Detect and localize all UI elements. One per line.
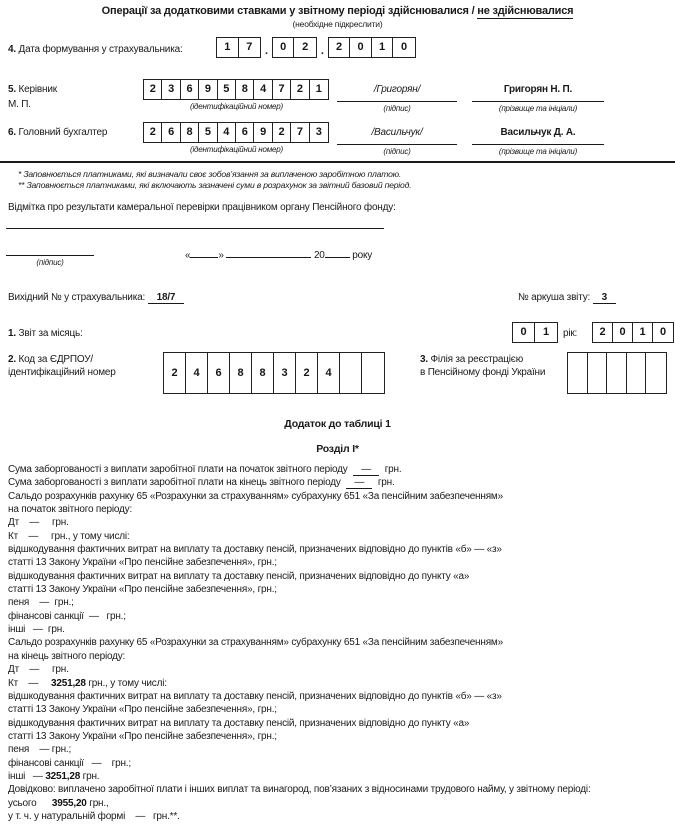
body-line xyxy=(8,797,672,810)
edrpou-label-line1 xyxy=(8,354,93,365)
director-label xyxy=(8,84,57,95)
accountant-name: Васильчук Д. А. xyxy=(472,127,604,145)
desk-check-label: Відмітка про результати камеральної перевірки працівником органу Пенсійного фонду: xyxy=(8,202,396,213)
body-line xyxy=(8,743,672,756)
body-line xyxy=(8,556,672,569)
digit-cell[interactable]: 1 xyxy=(217,38,239,57)
field-label: Код за ЄДРПОУ/ xyxy=(15,354,93,365)
year-suffix: року xyxy=(349,250,373,261)
body-line xyxy=(8,757,672,770)
body-text: відшкодування фактичних витрат на виплату та доставку пенсій, призначених відповідно до пункту «а» xyxy=(8,717,470,729)
digit-cell[interactable]: 6 xyxy=(181,80,199,99)
digit-cell[interactable] xyxy=(362,353,384,393)
title-underlined-choice: не здійснювалися xyxy=(477,5,574,17)
digit-cell[interactable]: 8 xyxy=(230,353,252,393)
footnote-2: ** Заповнюється платниками, які включають зазначені суми в розрахунок за звітний базовий період. xyxy=(18,180,412,190)
field-label: Звіт за місяць: xyxy=(15,328,83,339)
field-number: 2. xyxy=(8,354,16,365)
digit-cell[interactable]: 2 xyxy=(164,353,186,393)
name-caption: (прізвище та ініціали) xyxy=(498,147,578,156)
digit-cell[interactable]: 1 xyxy=(372,38,394,57)
body-line xyxy=(8,610,672,623)
digit-cell[interactable]: 4 xyxy=(218,123,236,142)
sheet-number xyxy=(518,292,616,303)
branch-boxes xyxy=(567,352,667,394)
digit-cell[interactable]: 7 xyxy=(291,123,309,142)
body-text: Сума заборгованості з виплати заробітної плати на кінець звітного періоду xyxy=(8,477,344,489)
field-label: Дата формування у страхувальника: xyxy=(15,44,183,55)
body-line xyxy=(8,530,672,543)
body-text: усього xyxy=(8,797,52,809)
digit-cell[interactable]: 0 xyxy=(350,38,372,57)
body-line xyxy=(8,770,672,783)
body-line xyxy=(8,677,672,690)
body-text: Кт — xyxy=(8,677,52,689)
signature-caption: (підпис) xyxy=(383,147,411,156)
digit-cell[interactable]: 2 xyxy=(273,123,291,142)
date-forming-label xyxy=(8,44,183,55)
body-line xyxy=(8,783,672,796)
digit-cell[interactable]: 9 xyxy=(199,80,217,99)
quote-open: « xyxy=(185,250,191,261)
id-number-caption: (ідентифікаційний номер) xyxy=(190,102,283,111)
digit-cell[interactable]: 6 xyxy=(236,123,254,142)
digit-cell[interactable]: 0 xyxy=(660,326,666,338)
quote-close: » xyxy=(218,250,224,261)
digit-cell[interactable]: 3 xyxy=(162,80,180,99)
appendix-title: Додаток до таблиці 1 xyxy=(284,418,391,430)
digit-cell[interactable]: 5 xyxy=(199,123,217,142)
desk-check-blank-line[interactable] xyxy=(6,222,384,229)
body-text: у т. ч. у натуральній формі — грн.**. xyxy=(8,810,180,822)
body-text: статті 13 Закону України «Про пенсійне забезпечення», грн.; xyxy=(8,730,277,742)
inspector-signature-blank[interactable] xyxy=(6,249,94,256)
body-text: грн. xyxy=(382,464,402,475)
field-number: 5. xyxy=(8,84,16,95)
digit-cell[interactable]: 8 xyxy=(181,123,199,142)
field-label: Головний бухгалтер xyxy=(15,127,108,138)
title-note: (необхідне підкреслити) xyxy=(292,19,383,29)
body-text: інші — xyxy=(8,770,46,782)
sheet-label: № аркуша звіту: xyxy=(518,292,593,303)
digit-cell[interactable] xyxy=(607,353,627,393)
day-blank[interactable] xyxy=(190,246,218,258)
title-text: Операції за додатковими ставками у звітному періоді здійснювалися / xyxy=(101,5,478,17)
digit-cell[interactable] xyxy=(340,353,362,393)
body-text: грн., xyxy=(86,797,109,809)
body-text: на кінець звітного періоду: xyxy=(8,650,126,662)
body-text: грн., у тому числі: xyxy=(85,677,167,689)
digit-cell[interactable]: 6 xyxy=(208,353,230,393)
body-text: на початок звітного періоду: xyxy=(8,504,133,516)
body-line xyxy=(8,583,672,596)
digit-cell[interactable]: 2 xyxy=(144,123,162,142)
edrpou-boxes xyxy=(163,352,385,394)
body-text: Сальдо розрахунків рахунку 65 «Розрахунки за страхуванням» субрахунку 651 «За пенсійним забезпеченням» xyxy=(8,637,503,649)
body-line xyxy=(8,503,672,516)
desk-check-date xyxy=(185,246,372,261)
body-line xyxy=(8,570,672,583)
dash-blank[interactable]: — xyxy=(346,477,372,489)
footnote-1: * Заповнюється платниками, які визначали своє зобов’язання за виплаченою заробітною платою. xyxy=(18,169,402,179)
edrpou-label-line2: ідентифікаційний номер xyxy=(8,367,116,378)
body-text: Сума заборгованості з виплати заробітної плати на початок звітного періоду xyxy=(8,464,351,475)
body-line xyxy=(8,690,672,703)
sheet-value[interactable]: 3 xyxy=(593,292,616,304)
digit-cell[interactable]: 1 xyxy=(633,323,653,342)
body-line xyxy=(8,463,672,476)
body-text: статті 13 Закону України «Про пенсійне забезпечення», грн.; xyxy=(8,557,277,569)
body-text: Дт — грн. xyxy=(8,664,69,676)
branch-label-line2: в Пенсійному фонді України xyxy=(420,367,546,378)
signature-caption: (підпис) xyxy=(383,104,411,113)
body-line xyxy=(8,623,672,636)
id-number-caption: (ідентифікаційний номер) xyxy=(190,145,283,154)
digit-cell[interactable]: 3 xyxy=(274,353,296,393)
form-title xyxy=(0,5,675,17)
digit-cell[interactable]: 5 xyxy=(218,80,236,99)
digit-cell[interactable]: 3 xyxy=(315,126,322,138)
report-year-boxes xyxy=(592,322,674,343)
digit-cell[interactable] xyxy=(568,353,588,393)
amount-value: 3251,28 xyxy=(45,770,81,782)
body-text: пеня — грн.; xyxy=(8,744,72,756)
body-line xyxy=(8,703,672,716)
director-id-boxes xyxy=(143,79,329,100)
digit-cell[interactable] xyxy=(627,353,647,393)
signature-caption: (підпис) xyxy=(36,258,64,267)
director-signature[interactable]: /Григорян/ xyxy=(337,84,457,102)
month-boxes xyxy=(272,37,317,58)
report-month-boxes xyxy=(512,322,558,343)
digit-cell[interactable]: 9 xyxy=(254,123,272,142)
dash-blank[interactable]: — xyxy=(353,464,379,476)
month-blank[interactable] xyxy=(226,246,311,258)
body-line xyxy=(8,717,672,730)
body-line xyxy=(8,596,672,609)
field-number: 1. xyxy=(8,328,16,339)
digit-cell[interactable] xyxy=(588,353,608,393)
body-text: статті 13 Закону України «Про пенсійне забезпечення», грн.; xyxy=(8,584,277,596)
stamp-label: М. П. xyxy=(8,99,31,110)
outgoing-number xyxy=(8,292,184,303)
year-boxes xyxy=(328,37,416,58)
digit-cell[interactable]: 4 xyxy=(186,353,208,393)
digit-cell[interactable]: 2 xyxy=(291,80,309,99)
year-blank[interactable] xyxy=(325,246,350,258)
accountant-label xyxy=(8,127,107,138)
field-number: 6. xyxy=(8,127,16,138)
field-number: 4. xyxy=(8,44,16,55)
field-label: Філія за реєстрацією xyxy=(427,354,524,365)
body-line xyxy=(8,810,672,823)
digit-cell[interactable]: 2 xyxy=(296,353,318,393)
date-dot: . xyxy=(265,45,268,57)
accountant-id-boxes xyxy=(143,122,329,143)
body-text: відшкодування фактичних витрат на виплату та доставку пенсій, призначених відповідно до пункту «а» xyxy=(8,570,470,582)
digit-cell[interactable] xyxy=(646,353,666,393)
digit-cell[interactable]: 7 xyxy=(246,41,253,53)
year-label: рік: xyxy=(563,328,578,339)
digit-cell[interactable]: 4 xyxy=(318,353,340,393)
digit-cell[interactable]: 4 xyxy=(254,80,272,99)
year-prefix: 20 xyxy=(313,250,325,261)
report-month-label xyxy=(8,328,83,339)
body-text: грн. xyxy=(375,477,395,489)
section-divider xyxy=(0,161,675,163)
date-dot: . xyxy=(320,45,324,57)
digit-cell[interactable]: 8 xyxy=(252,353,274,393)
digit-cell[interactable]: 0 xyxy=(513,323,535,342)
outgoing-value[interactable]: 18/7 xyxy=(148,292,185,304)
section-1-body xyxy=(8,463,672,823)
field-number: 3. xyxy=(420,354,428,365)
digit-cell[interactable]: 1 xyxy=(315,83,322,95)
director-name: Григорян Н. П. xyxy=(472,84,604,102)
body-line xyxy=(8,636,672,649)
digit-cell[interactable]: 0 xyxy=(613,323,633,342)
body-line xyxy=(8,516,672,529)
body-text: Сальдо розрахунків рахунку 65 «Розрахунки за страхуванням» субрахунку 651 «За пенсійним забезпеченням» xyxy=(8,490,503,502)
body-text: фінансові санкції — грн.; xyxy=(8,757,131,769)
body-line xyxy=(8,543,672,556)
digit-cell[interactable]: 2 xyxy=(302,41,309,53)
body-line xyxy=(8,730,672,743)
body-line xyxy=(8,490,672,503)
body-line xyxy=(8,663,672,676)
body-line xyxy=(8,650,672,663)
digit-cell[interactable]: 1 xyxy=(543,326,549,338)
digit-cell[interactable]: 6 xyxy=(162,123,180,142)
body-text: статті 13 Закону України «Про пенсійне забезпечення», грн.; xyxy=(8,704,277,716)
body-text: фінансові санкції — грн.; xyxy=(8,610,126,622)
amount-value: 3955,20 xyxy=(51,797,87,809)
name-caption: (прізвище та ініціали) xyxy=(498,104,578,113)
outgoing-label: Вихідний № у страхувальника: xyxy=(8,292,148,303)
body-text: інші — грн. xyxy=(8,624,65,636)
digit-cell[interactable]: 2 xyxy=(144,80,162,99)
date-forming-boxes xyxy=(216,37,416,58)
body-line xyxy=(8,476,672,489)
digit-cell[interactable]: 2 xyxy=(593,323,613,342)
body-text: Дт — грн. xyxy=(8,517,69,529)
field-label: Керівник xyxy=(15,84,57,95)
digit-cell[interactable]: 7 xyxy=(273,80,291,99)
body-text: відшкодування фактичних витрат на виплату та доставку пенсій, призначених відповідно до пунктів «б» — «з» xyxy=(8,690,502,702)
day-boxes xyxy=(216,37,261,58)
branch-label-line1 xyxy=(420,354,523,365)
digit-cell[interactable]: 0 xyxy=(273,38,295,57)
body-text: Кт — грн., у тому числі: xyxy=(8,530,130,542)
digit-cell[interactable]: 8 xyxy=(236,80,254,99)
accountant-signature[interactable]: /Васильчук/ xyxy=(337,127,457,145)
body-text: пеня — грн.; xyxy=(8,597,74,609)
digit-cell[interactable]: 2 xyxy=(329,38,351,57)
digit-cell[interactable]: 0 xyxy=(401,41,407,53)
section-title: Розділ I* xyxy=(316,443,359,455)
body-text: відшкодування фактичних витрат на виплату та доставку пенсій, призначених відповідно до пунктів «б» — «з» xyxy=(8,544,502,556)
amount-value: 3251,28 xyxy=(51,677,86,689)
body-text: Довідково: виплачено заробітної плати і інших виплат та винагород, пов’язаних з відносинами трудового найму, у звітному періоді: xyxy=(8,784,591,796)
body-text: грн. xyxy=(80,770,100,782)
